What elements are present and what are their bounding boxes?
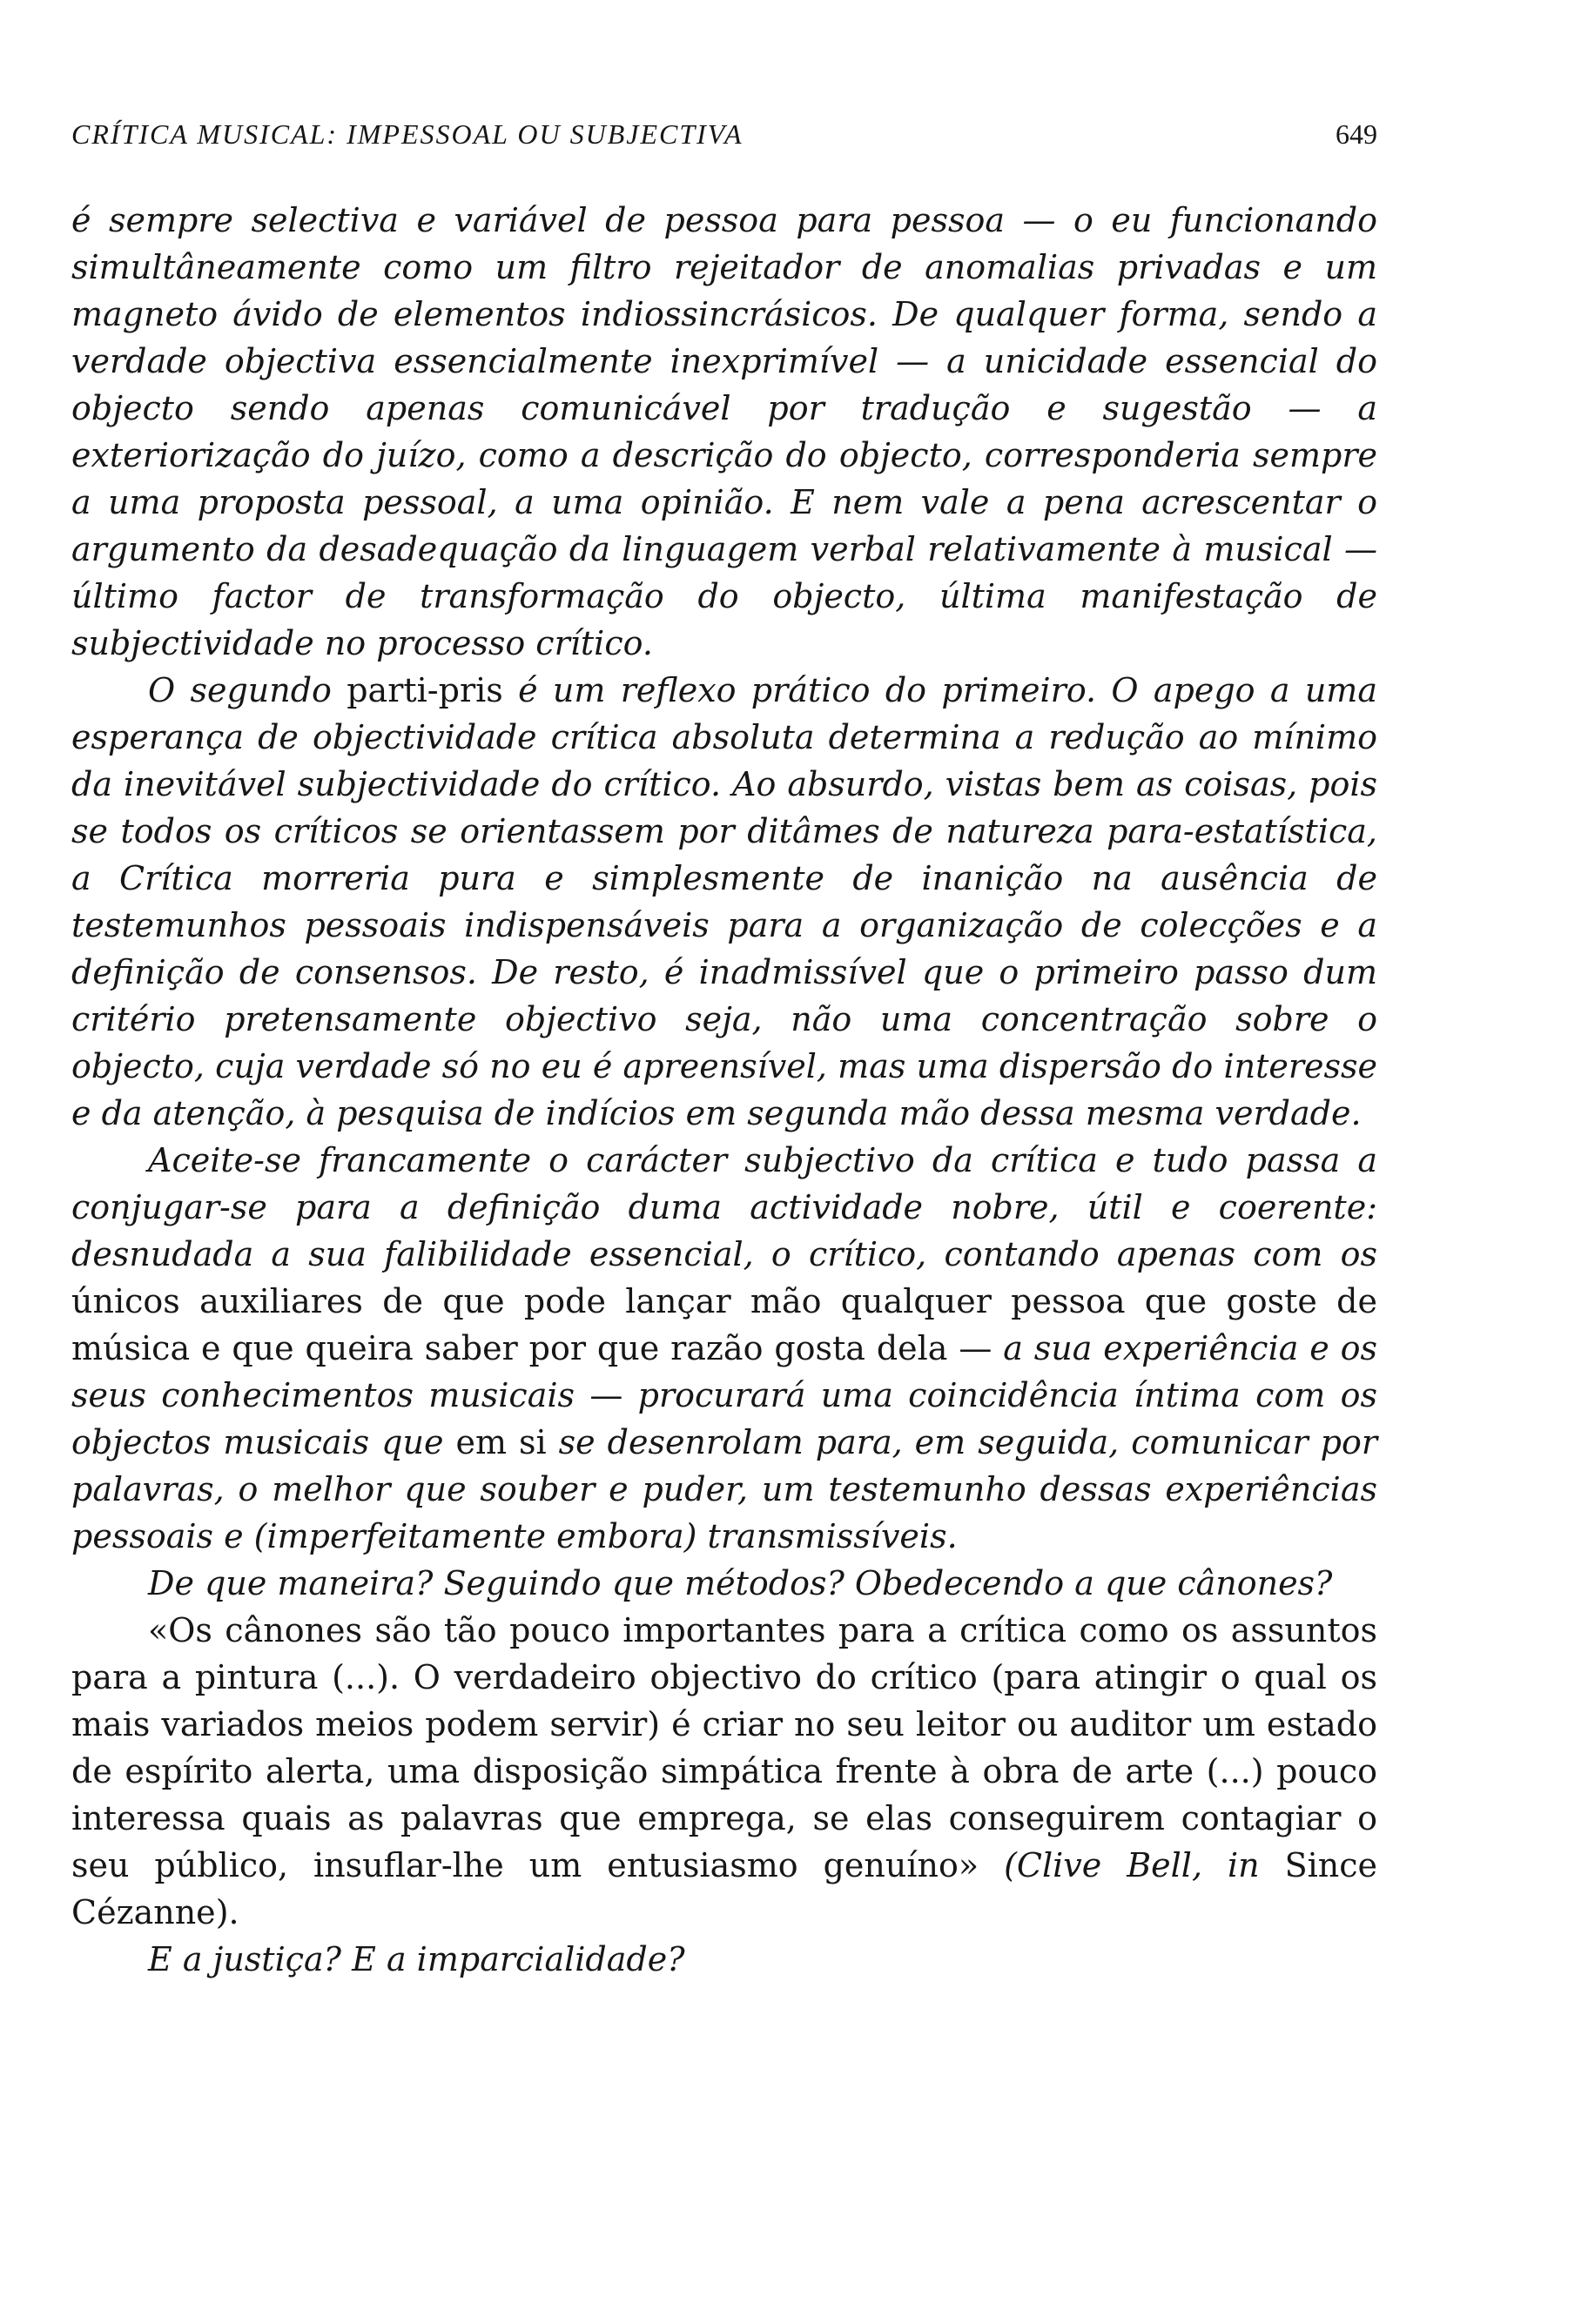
text-run: — xyxy=(575,1376,638,1414)
text-run: parti-pris xyxy=(347,671,503,709)
text-run: é sempre selectiva e variável de pessoa para pessoa — o eu funcionando simultâneamente como um filtro rejeitador de anomalias privadas e um magneto ávido de elementos indiossincrásicos. De qualquer forma, sendo a verdade objectiva essencialmente inexprimível — a unicidade essencial do objecto sendo apenas comunicável por tradução e sugestão — a exteriorização do juízo, como a descrição do objecto, corresponderia sempre a uma proposta pessoal, a uma opinião. E nem vale a pena acrescentar o argumento da desadequação da linguagem verbal relativamente à musical — último factor de transformação do objecto, última manifestação de subjectividade no processo crítico. xyxy=(71,201,1377,662)
text-run: únicos auxiliares de que pode lançar mão qualquer pessoa que goste de música e que queira saber por que razão gosta dela — xyxy=(71,1282,1377,1367)
text-run: Aceite-se francamente o carácter subjectivo da crítica e tudo passa a conjugar-se para a definição duma actividade nobre, útil e coerente: desnudada a sua falibilidade essencial, o crítico, contando apenas com os xyxy=(71,1141,1377,1273)
text-run: (Clive Bell, in xyxy=(1004,1846,1285,1884)
text-run: ). xyxy=(215,1893,239,1931)
paragraph xyxy=(71,1936,1377,1983)
text-run: a sua experiência e os seus conhecimentos musicais xyxy=(71,1329,1378,1414)
text-run: é um reflexo prático do primeiro. O apego a uma esperança de objectividade crítica absoluta determina a redução ao mínimo da inevitável subjectividade do crítico. Ao absurdo, vistas bem as coisas, pois se todos os críticos se orientassem por ditâmes de natureza para-estatística, a Crítica morreria pura e simplesmente de inanição na ausência de testemunhos pessoais indispensáveis para a organização de colecções e a definição de consensos. De resto, é inadmissível que o primeiro passo dum critério pretensamente objectivo seja, não uma concentração sobre o objecto, cuja verdade só no eu é apreensível, mas uma dispersão do interesse e da atenção, à pesquisa de indícios em segunda mão dessa mesma verdade. xyxy=(71,671,1377,1132)
text-run: em si xyxy=(443,1423,559,1461)
running-title: CRÍTICA MUSICAL: IMPESSOAL OU SUBJECTIVA xyxy=(71,118,744,150)
text-run: se desenrolam para, em seguida, comunicar por palavras, o melhor que souber e puder, um testemunho dessas experiências pessoais e (imperfeitamente embora) transmissíveis. xyxy=(71,1423,1377,1555)
page-number: 649 xyxy=(1336,118,1377,150)
text-run: procurará uma coincidência íntima com os objectos musicais que xyxy=(71,1376,1378,1461)
paragraph xyxy=(71,1560,1377,1607)
text-run: E a justiça? E a imparcialidade? xyxy=(148,1940,685,1978)
text-run: O segundo xyxy=(148,671,347,709)
paragraph xyxy=(71,1137,1377,1560)
body-text xyxy=(71,197,1377,1983)
document-page xyxy=(71,104,1377,1983)
paragraph xyxy=(71,197,1377,667)
text-run: Since Cézanne xyxy=(71,1846,1378,1931)
text-run: «Os cânones são tão pouco importantes para a crítica como os assuntos para a pintura (...). O verdadeiro objectivo do crítico (para atingir o qual os mais variados meios podem servir) é criar no seu leitor ou auditor um estado de espírito alerta, uma disposição simpática frente à obra de arte (...) pouco interessa quais as palavras que emprega, se elas conseguirem contagiar o seu público, insuflar-lhe um entusiasmo genuíno» xyxy=(71,1611,1377,1884)
paragraph xyxy=(71,1607,1377,1936)
text-run: De que maneira? Seguindo que métodos? Obedecendo a que cânones? xyxy=(148,1564,1333,1602)
page-header xyxy=(71,104,1377,165)
paragraph xyxy=(71,667,1377,1137)
